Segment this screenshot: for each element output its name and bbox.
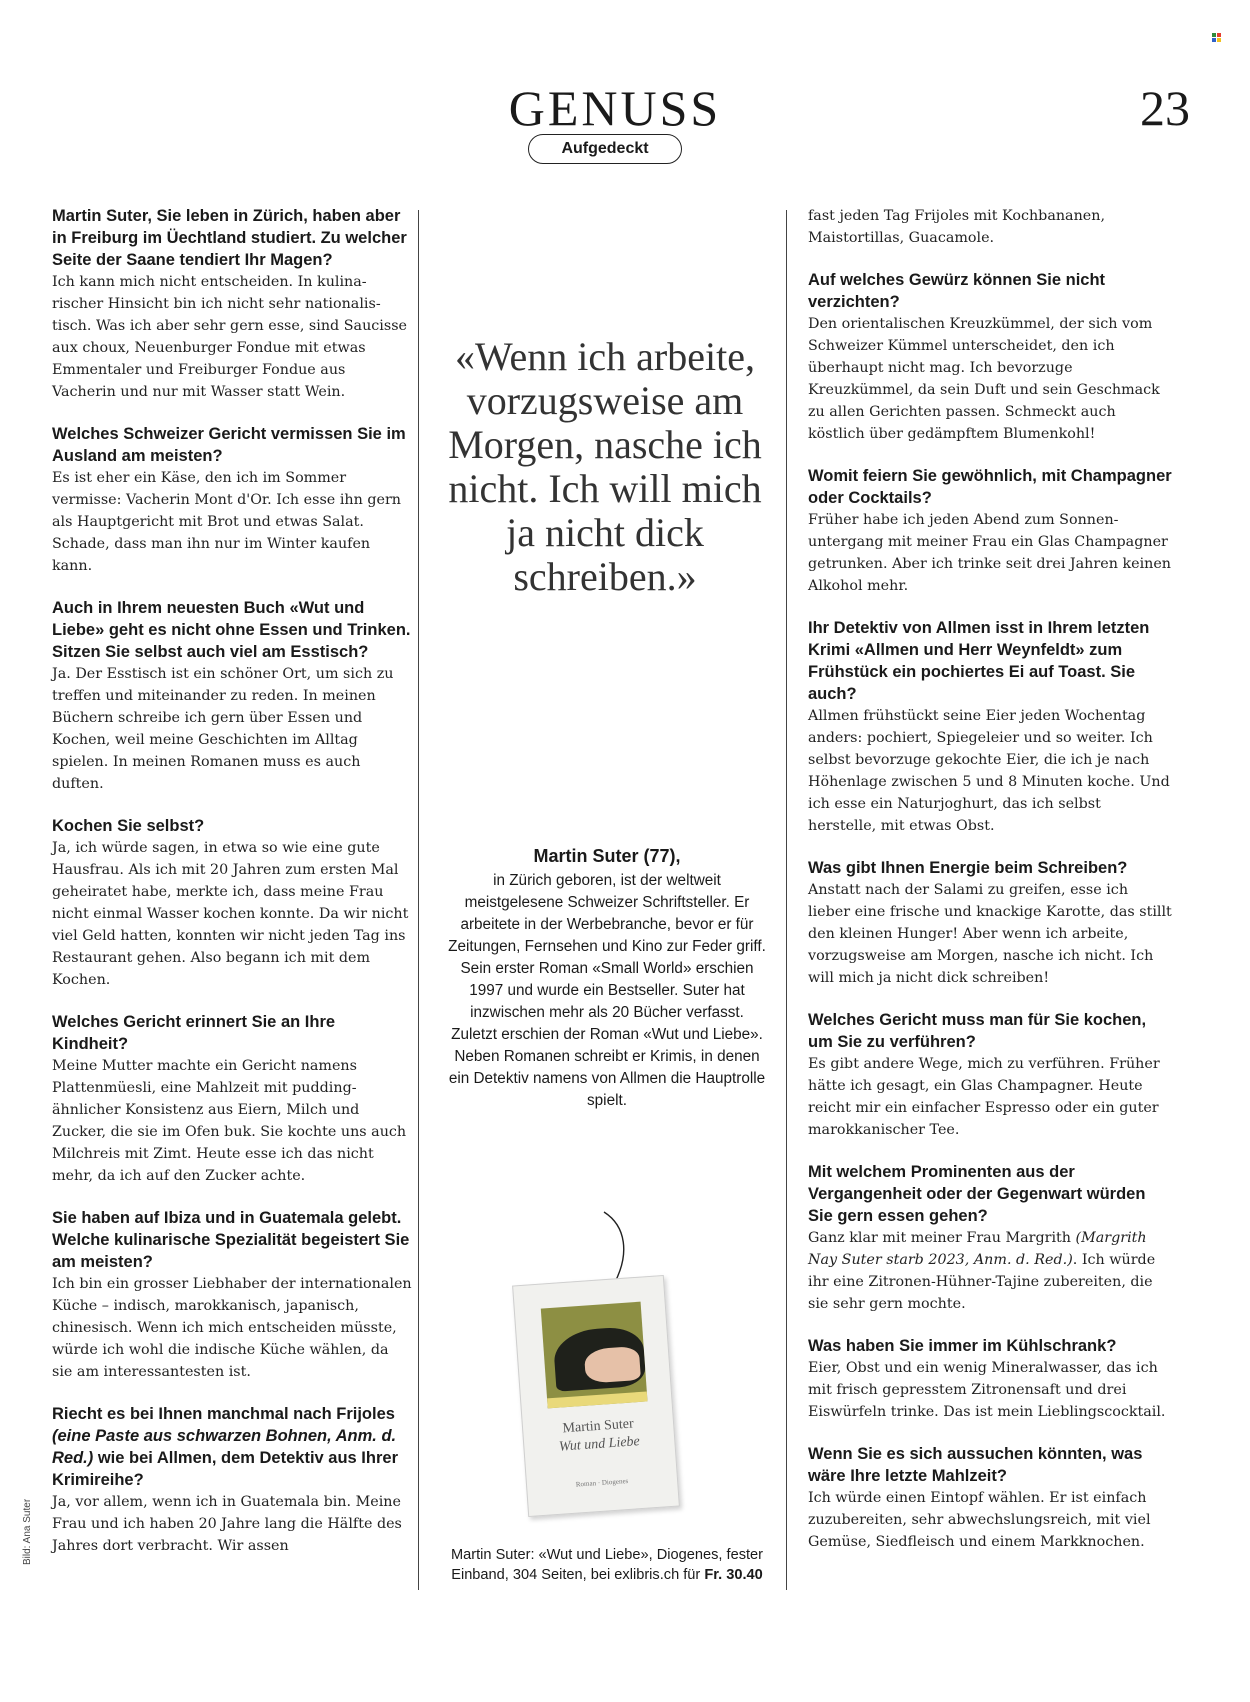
book-caption bbox=[448, 1545, 766, 1585]
question: Sie haben auf Ibiza und in Guatemala gelebt. Welche kulinarische Spezialität begeistert Sie am meisten? bbox=[52, 1209, 410, 1271]
qa-block bbox=[52, 597, 412, 795]
book-publisher: Roman · Diogenes bbox=[575, 1476, 629, 1489]
subsection-badge: Aufgedeckt bbox=[528, 134, 682, 164]
column-divider bbox=[786, 210, 787, 1590]
answer: Es gibt andere Wege, mich zu verführen. Früher hätte ich gesagt, ein Glas Champagner. Heute reicht mir ein einfacher Espresso oder ein guter marokkanischer Tee. bbox=[808, 1056, 1160, 1138]
answer: Meine Mutter machte ein Gericht namens Plattenmüesli, eine Mahlzeit mit puddingähnlicher Konsistenz aus Eiern, Milch und Zucker, die sie im Ofen buk. Sie kochte uns auch Milchreis mit Zimt. Heute esse ich das nicht mehr, da ich auf den Zucker achte. bbox=[52, 1058, 407, 1184]
qa-block bbox=[52, 1403, 412, 1557]
qa-block bbox=[808, 1009, 1173, 1141]
pull-quote: «Wenn ich arbeite, vorzugsweise am Morgen, nasche ich nicht. Ich will mich ja nicht dick schreiben.» bbox=[448, 334, 762, 599]
interview-column-right bbox=[808, 205, 1173, 1573]
question: Auf welches Gewürz können Sie nicht verzichten? bbox=[808, 271, 1106, 311]
qa-block bbox=[808, 465, 1173, 597]
author-bio-text: in Zürich geboren, ist der weltweit meistgelesene Schweizer Schriftsteller. Er arbeitete in der Werbebranche, bevor er für Zeitungen, Fernsehen und Kino zur Feder griff. Sein erster Roman «Small World» erschien 1997 und wurde ein Bestseller. Suter hat inzwischen mehr als 20 Bücher verfasst. Zuletzt erschien der Roman «Wut und Liebe». Neben Romanen schreibt er Krimis, in denen ein Detektiv namens von Allmen die Hauptrolle spielt. bbox=[448, 872, 766, 1109]
book-cover-image bbox=[512, 1275, 680, 1517]
qa-block bbox=[52, 1207, 412, 1383]
question: Ihr Detektiv von Allmen isst in Ihrem letzten Krimi «Allmen und Herr Weynfeldt» zum Frühstück ein pochiertes Ei auf Toast. Sie auch? bbox=[808, 619, 1150, 703]
qa-block bbox=[808, 1443, 1173, 1553]
question: Mit welchem Prominenten aus der Vergangenheit oder der Gegenwart würden Sie gern essen gehen? bbox=[808, 1163, 1146, 1225]
qa-block bbox=[808, 617, 1173, 837]
qa-block bbox=[52, 205, 412, 403]
editor-note: (eine Paste aus schwarzen Bohnen, Anm. d. Red.) bbox=[52, 1427, 397, 1467]
qa-block bbox=[808, 857, 1173, 989]
question: Was gibt Ihnen Energie beim Schreiben? bbox=[808, 859, 1128, 877]
qa-block bbox=[808, 269, 1173, 445]
editor-note: (Margrith Nay Suter starb 2023, Anm. d. Red.) bbox=[808, 1230, 1147, 1268]
answer bbox=[808, 1227, 1173, 1315]
caption-text: Martin Suter: «Wut und Liebe», Diogenes, fester Einband, 304 Seiten, bei exlibris.ch für bbox=[450, 1547, 764, 1583]
book-cover-art bbox=[541, 1302, 648, 1409]
question: Welches Schweizer Gericht vermissen Sie im Ausland am meisten? bbox=[52, 425, 406, 465]
question-text: wie bei Allmen, dem Detektiv aus Ihrer Krimireihe? bbox=[52, 1449, 398, 1489]
question: Was haben Sie immer im Kühlschrank? bbox=[808, 1337, 1117, 1355]
qa-block bbox=[52, 1011, 412, 1187]
answer: Den orientalischen Kreuzkümmel, der sich vom Schweizer Kümmel unterscheidet, den ich überhaupt nicht mag. Ich bevorzuge Kreuzkümmel, da sein Duft und sein Geschmack zu allen Gerichten passen. Schmeckt auch köstlich über gedämpftem Blumenkohl! bbox=[808, 316, 1160, 442]
answer: Es ist eher ein Käse, den ich im Sommer vermisse: Vacherin Mont d'Or. Ich esse ihn gern als Hauptgericht mit Brot und etwas Salat. Schade, dass man ihn nur im Winter kaufen kann. bbox=[52, 470, 402, 574]
answer: Allmen frühstückt seine Eier jeden Wochentag anders: pochiert, Spiegeleier und so weiter. Ich selbst bevorzuge gekochte Eier, die ich je nach Höhenlage zwischen 5 und 8 Minuten koche. Und ich esse ein Naturjoghurt, das ich selbst herstelle, mit etwas Obst. bbox=[808, 708, 1170, 834]
author-name: Martin Suter (77), bbox=[533, 846, 681, 866]
question-text: Riecht es bei Ihnen manchmal nach Frijoles bbox=[52, 1405, 395, 1423]
question: Welches Gericht erinnert Sie an Ihre Kindheit? bbox=[52, 1013, 336, 1053]
answer-text: . Ich würde ihr eine Zitronen-Hühner-Tajine zubereiten, die sie sehr gern mochte. bbox=[808, 1252, 1156, 1312]
answer-text: Ganz klar mit meiner Frau Margrith bbox=[808, 1230, 1076, 1246]
qa-block bbox=[808, 1335, 1173, 1423]
book-author: Martin Suter bbox=[562, 1416, 635, 1437]
question: Welches Gericht muss man für Sie kochen, um Sie zu verführen? bbox=[808, 1011, 1147, 1051]
qa-block bbox=[808, 1161, 1173, 1315]
brand-logo-icon bbox=[1212, 33, 1222, 43]
question: Kochen Sie selbst? bbox=[52, 817, 205, 835]
answer: Früher habe ich jeden Abend zum Sonnenuntergang mit meiner Frau ein Glas Champagner getrunken. Aber ich trinke seit drei Jahren keinen Alkohol mehr. bbox=[808, 512, 1172, 594]
book-title: Wut und Liebe bbox=[558, 1434, 641, 1455]
answer: Ja, vor allem, wenn ich in Guatemala bin. Meine Frau und ich haben 20 Jahre lang die Hälfte des Jahres dort verbracht. Wir assen bbox=[52, 1494, 402, 1554]
price: Fr. 30.40 bbox=[704, 1567, 763, 1583]
answer: Ja, ich würde sagen, in etwa so wie eine gute Hausfrau. Als ich mit 20 Jahren zum ersten Mal geheiratet habe, merkte ich, dass meine Frau nicht einmal Wasser kochen konnte. Da wir nicht viel Geld hatten, konnten wir nicht jeden Tag ins Restaurant gehen. Also begann ich mit dem Kochen. bbox=[52, 840, 409, 988]
qa-block bbox=[52, 815, 412, 991]
answer: Ich kann mich nicht entscheiden. In kulinarischer Hinsicht bin ich nicht sehr nationalistisch. Was ich aber sehr gern esse, sind Saucisse aux choux, Neuenburger Fondue mit etwas Emmentaler und Freiburger Fondue aus Vacherin und nur mit Wasser statt Wein. bbox=[52, 274, 407, 400]
page-number: 23 bbox=[1140, 80, 1190, 136]
section-title: GENUSS bbox=[508, 80, 722, 136]
photo-credit: Bild: Ana Suter bbox=[22, 1498, 33, 1565]
author-bio bbox=[448, 844, 766, 1112]
question: Wenn Sie es sich aussuchen könnten, was wäre Ihre letzte Mahlzeit? bbox=[808, 1445, 1143, 1485]
answer: Eier, Obst und ein wenig Mineralwasser, das ich mit frisch gepresstem Zitronensaft und drei Eiswürfeln trinke. Das ist mein Lieblingscocktail. bbox=[808, 1360, 1166, 1420]
qa-block bbox=[808, 205, 1173, 249]
answer: fast jeden Tag Frijoles mit Kochbananen, Maistortillas, Guacamole. bbox=[808, 208, 1105, 246]
question: Martin Suter, Sie leben in Zürich, haben aber in Freiburg im Üechtland studiert. Zu welcher Seite der Saane tendiert Ihr Magen? bbox=[52, 207, 407, 269]
answer: Ich würde einen Eintopf wählen. Er ist einfach zuzubereiten, sehr abwechslungsreich, mit viel Gemüse, Siedfleisch und einem Markknochen. bbox=[808, 1490, 1151, 1550]
question: Auch in Ihrem neuesten Buch «Wut und Liebe» geht es nicht ohne Essen und Trinken. Sitzen Sie selbst auch viel am Esstisch? bbox=[52, 599, 411, 661]
qa-block bbox=[52, 423, 412, 577]
question bbox=[52, 1403, 412, 1491]
answer: Ja. Der Esstisch ist ein schöner Ort, um sich zu treffen und miteinander zu reden. In meinen Büchern schreibe ich gern über Essen und Kochen, weil meine Geschichten im Alltag spielen. In meinen Romanen muss es auch duften. bbox=[52, 666, 394, 792]
column-divider bbox=[418, 210, 419, 1590]
question: Womit feiern Sie gewöhnlich, mit Champagner oder Cocktails? bbox=[808, 467, 1172, 507]
answer: Anstatt nach der Salami zu greifen, esse ich lieber eine frische und knackige Karotte, das stillt den kleinen Hunger! Aber wenn ich arbeite, vorzugsweise am Morgen, nasche ich nicht. Ich will mich ja nicht dick schreiben! bbox=[808, 882, 1172, 986]
answer: Ich bin ein grosser Liebhaber der internationalen Küche – indisch, marokkanisch, japanisch, chinesisch. Wenn ich mich entscheiden müsste, würde ich wohl die indische Küche wählen, da sie am interessantesten ist. bbox=[52, 1276, 412, 1380]
interview-column-left bbox=[52, 205, 412, 1577]
